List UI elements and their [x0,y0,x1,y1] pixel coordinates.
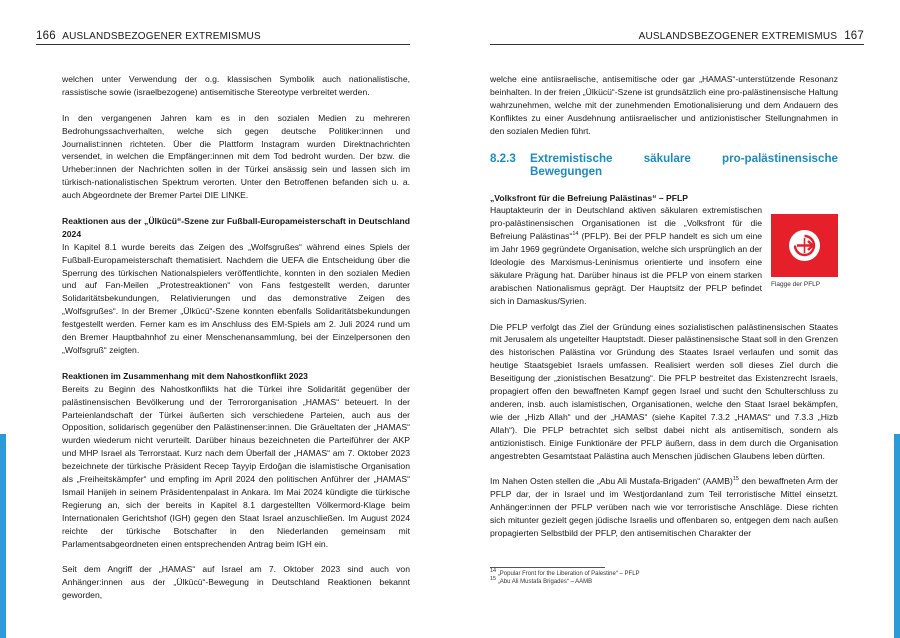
subheading: Reaktionen aus der „Ülkücü“-Szene zur Fußball-Europameisterschaft in Deutschland 2024 [62,215,410,239]
section-title: Extremistische säkulare pro-palästinensische Bewegungen [530,151,838,178]
right-running-title: AUSLANDSBEZOGENER EXTREMISMUS [638,31,838,42]
flag-caption: Flagge der PFLP [771,281,821,288]
paragraph: In den vergangenen Jahren kam es in den sozialen Medien zu mehreren Bedrohungssachverhalten, welche sich gegen deutsche Politiker:innen und Journalist:innen richteten. Über die Plattform Instagram wurden Direktnachrichten versendet, in welchen die Empfänger:innen mit dem Tod bedroht wurden. Der bzw. die Urheber:innen der Nachrichten sollen in der Türkei ansässig sein und lassen sich im türkisch-nationalistischen Spektrum verorten. Unter den Betroffenen befanden sich u. a. auch Abgeordnete der Bremer Partei DIE LINKE. [62,112,410,201]
left-edge-marker [0,434,6,638]
section-number: 8.2.3 [490,151,516,165]
left-page-number: 166 [36,30,56,42]
arrow-emblem-icon [789,230,820,261]
footnote-rule [490,567,605,568]
flag-emblem [789,230,820,261]
left-running-title: AUSLANDSBEZOGENER EXTREMISMUS [62,31,261,42]
paragraph: welchen unter Verwendung der o.g. klassischen Symbolik auch nationalistische, rassistische sowie (israelbezogene) antisemitische Stereotype verbreitet werden. [62,74,410,97]
left-text-column [62,73,410,615]
paragraph: Im Nahen Osten stellen die „Abu Ali Mustafa-Brigaden“ (AAMB)$^{15}$ den bewaffneten Arm der PFLP dar, der in Israel und im Westjordanland zum Teil terroristische Mittel einsetzt. Anhänger:innen der PFLP verüben nach wie vor terroristische Anschläge. Diese richten sich mitunter gezielt gegen jüdische Israelis und offenbaren so, entgegen dem nach außen propagierten Selbstbild der PFLP, den antisemitischen Charakter der [490,476,838,539]
pflp-flag-figure [771,214,838,288]
footnote: $^{15}$ „Abu Ali Mustafa Brigades“ – AAMB [490,576,593,585]
footnote-ref[interactable]: 15 [732,476,739,483]
subheading: Reaktionen im Zusammenhang mit dem Nahostkonflikt 2023 [62,370,308,381]
right-page-number: 167 [844,30,864,42]
right-header-rule [490,44,864,45]
footnote: $^{14}$ „Popular Front for the Liberation of Palestine“ – PFLP [490,568,640,577]
left-header-rule [36,44,410,45]
paragraph: Die PFLP verfolgt das Ziel der Gründung eines sozialistischen palästinensischen Staates mit Jerusalem als ungeteilter Hauptstadt. Dieser palästinensische Staat soll in den Grenzen des historischen Palästina vor Gründung des Staates Israel verlaufen und somit das heutige Staatsgebiet Israels umfassen. Realisiert werden soll dieses Ziel durch die Beseitigung der „zionistischen Besatzung“. Die PFLP bestreitet das Existenzrecht Israels, propagiert offen den bewaffneten Kampf gegen Israel und sucht den Schulterschluss zu anderen, insb. auch islamistischen, Organisationen, welche den Staat Israel bekämpfen, wie der „Hizb Allah“ und der „HAMAS“ (siehe Kapitel 7.3.2 „HAMAS“ und 7.3.3 „Hizb Allah“). Die PFLP betrachtet sich selbst dabei nicht als antisemitisch, sondern als antizionistisch. Einige Funktionäre der PFLP äußern, dass in dem durch die Organisation angestrebten Gesamtstaat Palästina auch Menschen jüdischen Glaubens leben dürften. [490,321,838,461]
paragraph: welche eine antiisraelische, antisemitische oder gar „HAMAS“-unterstützende Resonanz beinhalten. In der freien „Ülkücü“-Szene ist grundsätzlich eine pro-palästinensische Haltung wahrzunehmen, welche mit der zunehmenden Emotionalisierung und dem Andauern des Konfliktes zu einer Ausdehnung antiisraelischer und antizionistischer Stellungnahmen in den sozialen Medien führt. [490,74,838,136]
section-heading [490,152,838,178]
subheading: „Volksfront für die Befreiung Palästinas“ – PFLP [490,192,689,203]
right-running-head [639,30,864,42]
paragraph: Bereits zu Beginn des Nahostkonflikts hat die Türkei ihre Solidarität gegenüber der palästinensischen Bevölkerung und der Terrororganisation „HAMAS“ beteuert. In der Parteienlandschaft der Türkei äußerten sich verschiedene Parteien, auch aus der Opposition, solidarisch gegenüber den Palästinenser:innen. Die Gräueltaten der „HAMAS“ wurden wiederum nicht verurteilt. Darüber hinaus bezeichneten die Parteiführer der AKP und MHP Israel als Terrorstaat. Kurz nach dem Überfall der „HAMAS“ am 7. Oktober 2023 bezeichnete der türkische Präsident Recep Tayyip Erdoğan die islamistische Organisation als „Freiheitskämpfer“ und empfing im April 2024 den politischen Anführer der „HAMAS“ Ismail Hanijeh in seinem Präsidentenpalast in Ankara. Im Mai 2024 kündigte die türkische Regierung an, sich der bereits in Kapitel 8.1 dargestellten Völkermord-Klage beim Internationalen Gerichtshof (IGH) gegen den Staat Israel anzuschließen. Im August 2024 reichte der türkische Botschafter in den Niederlanden gemeinsam mit Parlamentsabgeordneten einen entsprechenden Antrag beim IGH ein. [62,383,410,549]
paragraph: In Kapitel 8.1 wurde bereits das Zeigen des „Wolfsgrußes“ während eines Spiels der Fußball-Europameisterschaft thematisiert. Nachdem die UEFA die Entscheidung über die Sperrung des türkischen Nationalspielers veröffentlichte, konnten in den sozialen Medien und auf Fan-Meilen „Protestreaktionen“ von Fans festgestellt werden, darunter Solidaritätsbekundungen, Relativierungen und das demonstrative Zeigen des „Wolfsgrußes“. In der Bremer „Ülkücü“-Szene konnten ebenfalls Solidaritätsbekundungen festgestellt werden. Ferner kam es im Anschluss des EM-Spiels am 2. Juli 2024 rund um den Bremer Hauptbahnhof zu einer Menschenansammlung, bei der Einzelpersonen den „Wolfsgruß“ zeigten. [62,241,410,355]
paragraph: Seit dem Angriff der „HAMAS“ auf Israel am 7. Oktober 2023 sind auch von Anhänger:innen aus der „Ülkücü“-Bewegung in Deutschland Reaktionen bekannt geworden, [62,564,410,601]
paragraph: Hauptakteurin der in Deutschland aktiven säkularen extremistischen pro-palästinensischen Organisationen ist die „Volksfront für die Befreiung Palästinas“$^{14}$ (PFLP). Bei der PFLP handelt es sich um eine im Jahr 1969 gegründete Organisation, welche sich ursprünglich an der Ideologie des Marxismus-Leninismus orientierte und insofern eine säkulare Prägung hat. Darüber hinaus ist die PFLP von einem starken arabischen Nationalismus geprägt. Der Hauptsitz der PFLP befindet sich in Damaskus/Syrien. [490,205,763,306]
right-text-column [490,73,838,553]
pflp-flag-image [771,214,838,277]
footnote-ref[interactable]: 14 [572,231,579,238]
right-edge-marker [894,434,900,638]
left-running-head [36,30,261,42]
